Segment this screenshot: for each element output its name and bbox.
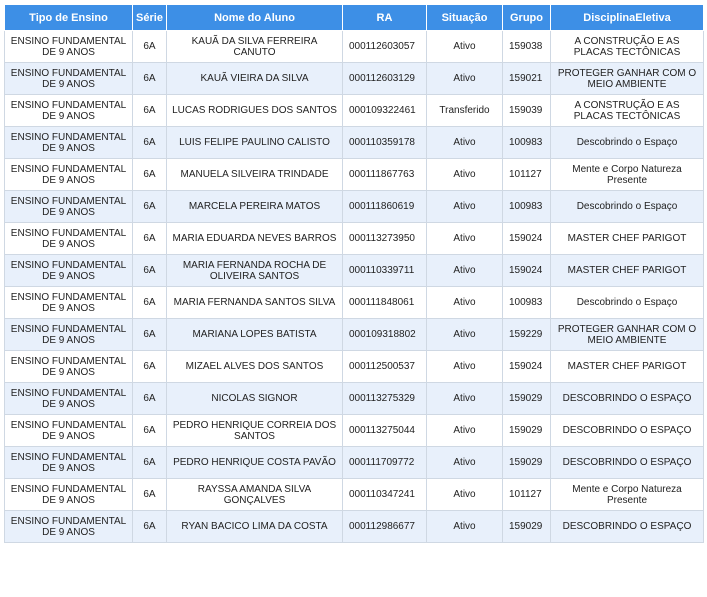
table-header-row [5,5,704,31]
cell-tipo-de-ensino: ENSINO FUNDAMENTAL DE 9 ANOS [5,447,133,479]
table-row[interactable] [5,511,704,543]
cell-nome-do-aluno: MANUELA SILVEIRA TRINDADE [167,159,343,191]
cell-tipo-de-ensino: ENSINO FUNDAMENTAL DE 9 ANOS [5,319,133,351]
cell-tipo-de-ensino: ENSINO FUNDAMENTAL DE 9 ANOS [5,383,133,415]
table-row[interactable] [5,95,704,127]
cell-nome-do-aluno: PEDRO HENRIQUE COSTA PAVÃO [167,447,343,479]
table-row[interactable] [5,255,704,287]
cell-grupo: 101127 [503,479,551,511]
cell-serie: 6A [133,351,167,383]
cell-grupo: 159039 [503,95,551,127]
cell-situacao: Ativo [427,447,503,479]
cell-disciplina-eletiva: MASTER CHEF PARIGOT [551,351,704,383]
cell-disciplina-eletiva: MASTER CHEF PARIGOT [551,223,704,255]
header-grupo[interactable]: Grupo [503,5,551,31]
cell-grupo: 159229 [503,319,551,351]
cell-disciplina-eletiva: DESCOBRINDO O ESPAÇO [551,447,704,479]
cell-tipo-de-ensino: ENSINO FUNDAMENTAL DE 9 ANOS [5,351,133,383]
cell-disciplina-eletiva: DESCOBRINDO O ESPAÇO [551,415,704,447]
cell-nome-do-aluno: MARIA EDUARDA NEVES BARROS [167,223,343,255]
cell-ra: 000109318802 [343,319,427,351]
cell-situacao: Ativo [427,31,503,63]
cell-situacao: Ativo [427,223,503,255]
cell-disciplina-eletiva: Mente e Corpo Natureza Presente [551,159,704,191]
cell-tipo-de-ensino: ENSINO FUNDAMENTAL DE 9 ANOS [5,287,133,319]
header-situacao[interactable]: Situação [427,5,503,31]
cell-nome-do-aluno: LUCAS RODRIGUES DOS SANTOS [167,95,343,127]
cell-serie: 6A [133,415,167,447]
cell-disciplina-eletiva: A CONSTRUÇÃO E AS PLACAS TECTÔNICAS [551,31,704,63]
cell-tipo-de-ensino: ENSINO FUNDAMENTAL DE 9 ANOS [5,63,133,95]
cell-nome-do-aluno: MIZAEL ALVES DOS SANTOS [167,351,343,383]
cell-nome-do-aluno: MARIA FERNANDA SANTOS SILVA [167,287,343,319]
table-row[interactable] [5,383,704,415]
cell-serie: 6A [133,95,167,127]
cell-ra: 000113275329 [343,383,427,415]
table-row[interactable] [5,127,704,159]
cell-grupo: 159029 [503,511,551,543]
cell-disciplina-eletiva: DESCOBRINDO O ESPAÇO [551,383,704,415]
cell-situacao: Ativo [427,127,503,159]
cell-situacao: Ativo [427,63,503,95]
table-body [5,31,704,543]
cell-situacao: Ativo [427,319,503,351]
cell-disciplina-eletiva: Descobrindo o Espaço [551,127,704,159]
cell-ra: 000110339711 [343,255,427,287]
cell-nome-do-aluno: KAUÃ VIEIRA DA SILVA [167,63,343,95]
header-serie[interactable]: Série [133,5,167,31]
cell-situacao: Ativo [427,351,503,383]
cell-situacao: Ativo [427,159,503,191]
cell-disciplina-eletiva: Descobrindo o Espaço [551,287,704,319]
cell-serie: 6A [133,287,167,319]
cell-ra: 000111860619 [343,191,427,223]
cell-disciplina-eletiva: Descobrindo o Espaço [551,191,704,223]
student-table-container [4,4,703,543]
cell-nome-do-aluno: KAUÃ DA SILVA FERREIRA CANUTO [167,31,343,63]
table-row[interactable] [5,479,704,511]
cell-serie: 6A [133,479,167,511]
table-row[interactable] [5,191,704,223]
cell-grupo: 100983 [503,191,551,223]
cell-serie: 6A [133,191,167,223]
cell-ra: 000112500537 [343,351,427,383]
table-row[interactable] [5,63,704,95]
cell-ra: 000113273950 [343,223,427,255]
cell-nome-do-aluno: PEDRO HENRIQUE CORREIA DOS SANTOS [167,415,343,447]
cell-disciplina-eletiva: PROTEGER GANHAR COM O MEIO AMBIENTE [551,319,704,351]
cell-grupo: 159024 [503,223,551,255]
cell-disciplina-eletiva: Mente e Corpo Natureza Presente [551,479,704,511]
cell-nome-do-aluno: MARIANA LOPES BATISTA [167,319,343,351]
cell-nome-do-aluno: MARIA FERNANDA ROCHA DE OLIVEIRA SANTOS [167,255,343,287]
cell-serie: 6A [133,127,167,159]
cell-nome-do-aluno: LUIS FELIPE PAULINO CALISTO [167,127,343,159]
cell-grupo: 159021 [503,63,551,95]
cell-nome-do-aluno: RYAN BACICO LIMA DA COSTA [167,511,343,543]
cell-situacao: Ativo [427,191,503,223]
cell-nome-do-aluno: NICOLAS SIGNOR [167,383,343,415]
cell-disciplina-eletiva: MASTER CHEF PARIGOT [551,255,704,287]
cell-situacao: Ativo [427,511,503,543]
cell-situacao: Ativo [427,415,503,447]
cell-tipo-de-ensino: ENSINO FUNDAMENTAL DE 9 ANOS [5,95,133,127]
cell-tipo-de-ensino: ENSINO FUNDAMENTAL DE 9 ANOS [5,255,133,287]
table-row[interactable] [5,415,704,447]
cell-tipo-de-ensino: ENSINO FUNDAMENTAL DE 9 ANOS [5,191,133,223]
cell-disciplina-eletiva: A CONSTRUÇÃO E AS PLACAS TECTÔNICAS [551,95,704,127]
cell-ra: 000110359178 [343,127,427,159]
cell-tipo-de-ensino: ENSINO FUNDAMENTAL DE 9 ANOS [5,159,133,191]
cell-tipo-de-ensino: ENSINO FUNDAMENTAL DE 9 ANOS [5,479,133,511]
cell-grupo: 159024 [503,255,551,287]
cell-disciplina-eletiva: PROTEGER GANHAR COM O MEIO AMBIENTE [551,63,704,95]
cell-ra: 000111709772 [343,447,427,479]
cell-serie: 6A [133,31,167,63]
cell-ra: 000112986677 [343,511,427,543]
table-row[interactable] [5,319,704,351]
table-row[interactable] [5,31,704,63]
cell-serie: 6A [133,159,167,191]
student-table [4,4,704,543]
header-ra[interactable]: RA [343,5,427,31]
cell-situacao: Ativo [427,287,503,319]
cell-situacao: Ativo [427,255,503,287]
cell-grupo: 159029 [503,447,551,479]
cell-serie: 6A [133,447,167,479]
cell-tipo-de-ensino: ENSINO FUNDAMENTAL DE 9 ANOS [5,511,133,543]
cell-ra: 000110347241 [343,479,427,511]
cell-ra: 000111867763 [343,159,427,191]
cell-serie: 6A [133,255,167,287]
table-row[interactable] [5,159,704,191]
cell-grupo: 100983 [503,127,551,159]
header-tipo-de-ensino[interactable]: Tipo de Ensino [5,5,133,31]
table-row[interactable] [5,351,704,383]
cell-ra: 000112603129 [343,63,427,95]
cell-situacao: Ativo [427,479,503,511]
cell-grupo: 159029 [503,383,551,415]
cell-ra: 000111848061 [343,287,427,319]
cell-grupo: 159038 [503,31,551,63]
cell-grupo: 100983 [503,287,551,319]
cell-tipo-de-ensino: ENSINO FUNDAMENTAL DE 9 ANOS [5,31,133,63]
cell-grupo: 101127 [503,159,551,191]
cell-nome-do-aluno: RAYSSA AMANDA SILVA GONÇALVES [167,479,343,511]
table-row[interactable] [5,447,704,479]
table-row[interactable] [5,287,704,319]
cell-serie: 6A [133,63,167,95]
cell-serie: 6A [133,383,167,415]
cell-disciplina-eletiva: DESCOBRINDO O ESPAÇO [551,511,704,543]
header-nome-do-aluno[interactable]: Nome do Aluno [167,5,343,31]
cell-situacao: Transferido [427,95,503,127]
cell-nome-do-aluno: MARCELA PEREIRA MATOS [167,191,343,223]
cell-situacao: Ativo [427,383,503,415]
cell-grupo: 159029 [503,415,551,447]
cell-serie: 6A [133,223,167,255]
cell-tipo-de-ensino: ENSINO FUNDAMENTAL DE 9 ANOS [5,127,133,159]
cell-tipo-de-ensino: ENSINO FUNDAMENTAL DE 9 ANOS [5,223,133,255]
cell-ra: 000113275044 [343,415,427,447]
cell-serie: 6A [133,511,167,543]
cell-ra: 000109322461 [343,95,427,127]
cell-ra: 000112603057 [343,31,427,63]
cell-tipo-de-ensino: ENSINO FUNDAMENTAL DE 9 ANOS [5,415,133,447]
cell-grupo: 159024 [503,351,551,383]
cell-serie: 6A [133,319,167,351]
table-row[interactable] [5,223,704,255]
header-disciplina-eletiva[interactable]: DisciplinaEletiva [551,5,704,31]
